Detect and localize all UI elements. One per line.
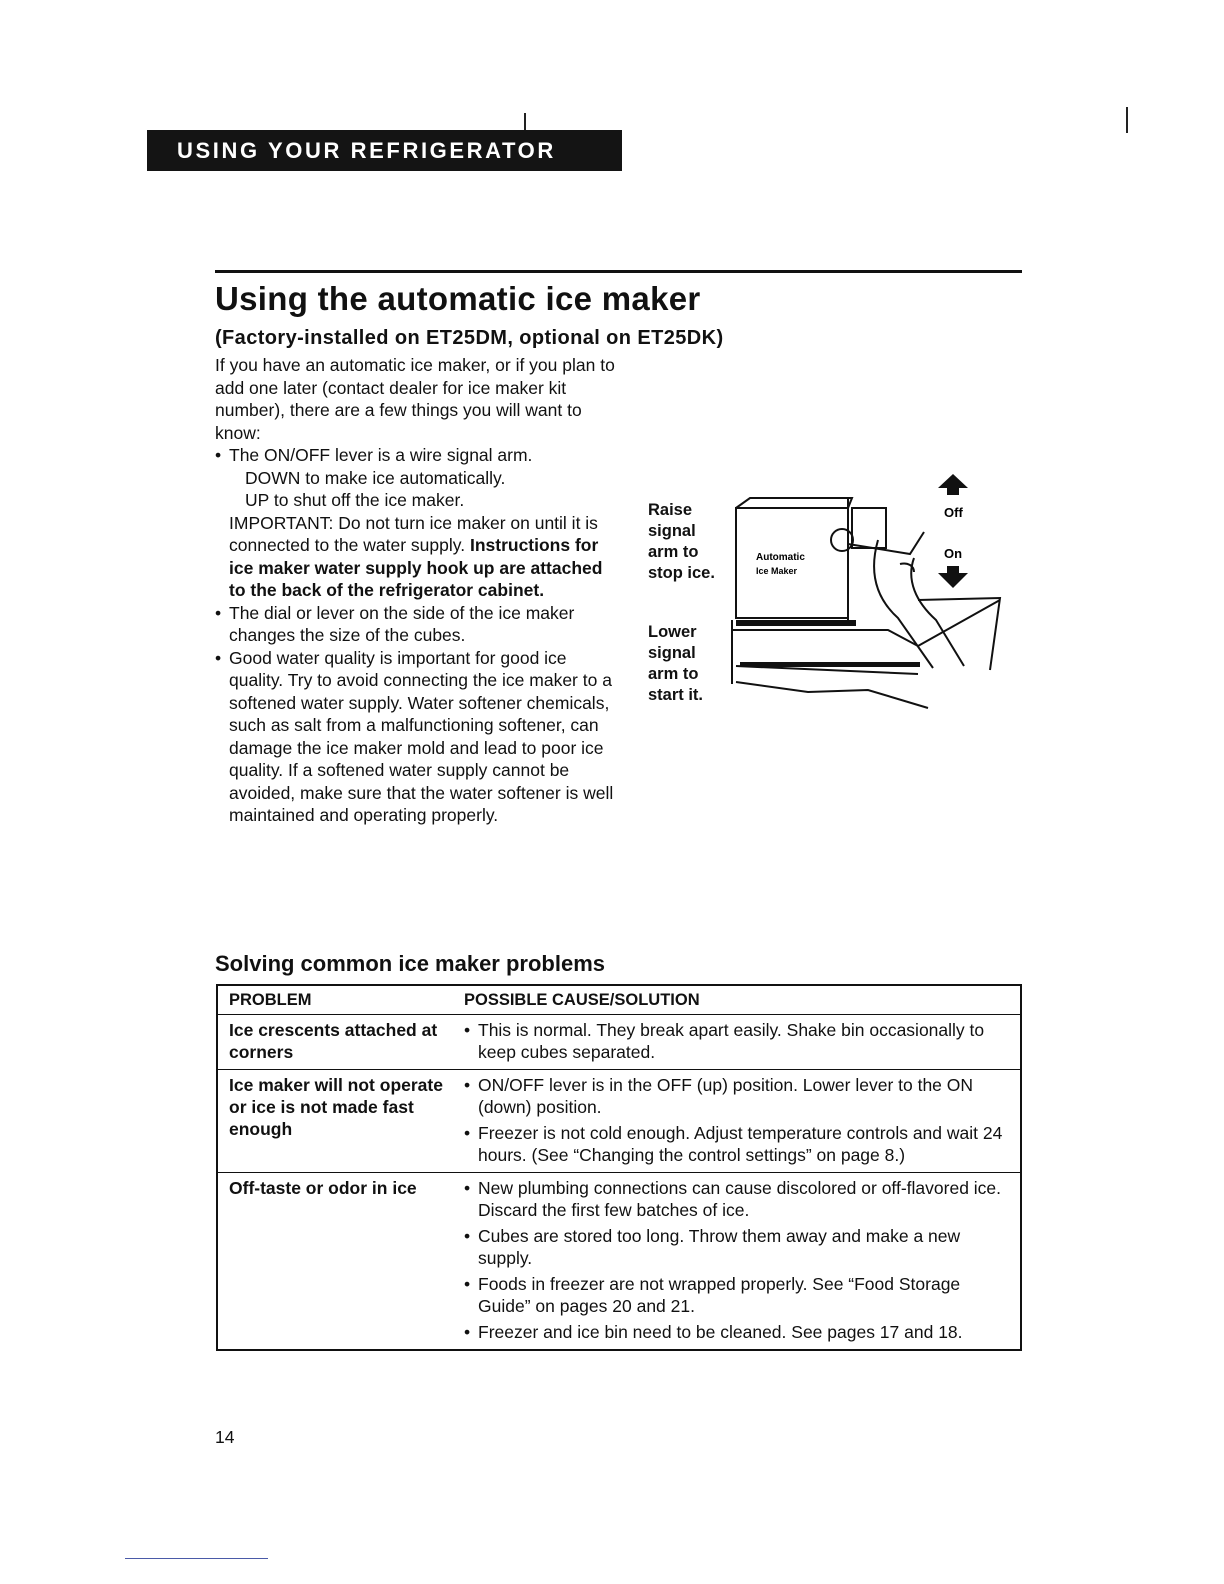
- lever-down-text: DOWN to make ice automatically.: [245, 467, 506, 488]
- solution-text: Freezer and ice bin need to be cleaned. See pages 17 and 18.: [478, 1322, 963, 1342]
- important-bold-text: Instructions for ice maker water supply hook up are attached to the back of the refrigerator cabinet.: [229, 535, 603, 600]
- ice-maker-unit: [736, 508, 848, 618]
- bullet-item: • The ON/OFF lever is a wire signal arm.: [215, 445, 533, 465]
- intro-column: [215, 354, 615, 827]
- solution-text: Freezer is not cold enough. Adjust temperature controls and wait 24 hours. (See “Changing the control settings” on page 8.): [478, 1123, 1003, 1165]
- page-subtitle: (Factory-installed on ET25DM, optional on ET25DK): [215, 327, 724, 349]
- solution-item: • New plumbing connections can cause discolored or off-flavored ice. Discard the first few batches of ice.: [464, 1178, 1002, 1220]
- solution-text: Foods in freezer are not wrapped properly. See “Food Storage Guide” on pages 20 and 21.: [478, 1274, 961, 1316]
- hand-arm: [874, 540, 933, 668]
- solution-text: New plumbing connections can cause discolored or off-flavored ice. Discard the first few batches of ice.: [478, 1178, 1002, 1220]
- label-off: Off: [944, 505, 963, 520]
- problems-heading: Solving common ice maker problems: [215, 951, 606, 976]
- bullet-text: The ON/OFF lever is a wire signal arm.: [229, 445, 533, 465]
- scan-mark: [524, 113, 526, 130]
- bullet-text: Good water quality is important for good ice quality. Try to avoid connecting the ice maker to a softened water supply. Water softener chemicals, such as salt from a malfunctioning softener, can damage the ice maker mold and lead to poor ice quality. If a softened water supply cannot be avoided, make sure that the water softener is well maintained and operating properly.: [229, 647, 614, 825]
- bullet-item: • The dial or lever on the side of the ice maker changes the size of the cubes.: [215, 602, 575, 645]
- table-header-row: [218, 986, 1020, 1014]
- footer-line: [125, 1558, 268, 1559]
- table-row: [218, 1172, 1020, 1349]
- solution-text: ON/OFF lever is in the OFF (up) position. Lower lever to the ON (down) position.: [478, 1075, 974, 1117]
- problem-cell: Off-taste or odor in ice: [229, 1178, 417, 1198]
- problem-cell: Ice maker will not operate or ice is not made fast enough: [229, 1075, 443, 1139]
- important-note: [215, 512, 615, 602]
- bullet-text: The dial or lever on the side of the ice maker changes the size of the cubes.: [229, 602, 575, 645]
- solution-item: • ON/OFF lever is in the OFF (up) position. Lower lever to the ON (down) position.: [464, 1075, 974, 1117]
- unit-label-line2: Ice Maker: [756, 566, 798, 576]
- solution-item: • This is normal. They break apart easily. Shake bin occasionally to keep cubes separated.: [464, 1020, 985, 1062]
- bullet-item: • Good water quality is important for good ice quality. Try to avoid connecting the ice maker to a softened water supply. Water softener chemicals, such as salt from a malfunctioning softener, can damage the ice maker mold and lead to poor ice quality. If a softened water supply cannot be avoided, make sure that the water softener is well maintained and operating properly.: [215, 647, 614, 825]
- raise-caption: Raise signal arm to stop ice.: [648, 501, 715, 582]
- solution-cell: [464, 1173, 1020, 1349]
- table-row: [218, 1014, 1020, 1069]
- lever-up-text: UP to shut off the ice maker.: [245, 490, 465, 510]
- solution-text: This is normal. They break apart easily. Shake bin occasionally to keep cubes separated.: [478, 1020, 985, 1062]
- lower-caption: Lower signal arm to start it.: [648, 623, 704, 704]
- column-header-solution: POSSIBLE CAUSE/SOLUTION: [464, 991, 700, 1009]
- label-on: On: [944, 546, 963, 561]
- arrow-down-icon: [938, 573, 968, 588]
- solution-text: Cubes are stored too long. Throw them away and make a new supply.: [478, 1226, 961, 1268]
- section-banner: USING YOUR REFRIGERATOR: [147, 130, 622, 171]
- table-row: [218, 1069, 1020, 1172]
- ice-maker-illustration: [728, 470, 1008, 715]
- ice-maker-side-panel: [852, 508, 886, 548]
- important-label: IMPORTANT:: [229, 512, 334, 533]
- solution-item: • Freezer and ice bin need to be cleaned. See pages 17 and 18.: [464, 1322, 963, 1342]
- page-title: Using the automatic ice maker: [215, 280, 701, 317]
- column-header-problem: PROBLEM: [229, 991, 312, 1009]
- arrow-up-icon: [938, 474, 968, 488]
- cube-size-dial: [831, 529, 853, 551]
- unit-label-line1: Automatic: [756, 552, 805, 563]
- title-rule: [215, 270, 1022, 273]
- page-number: 14: [215, 1427, 235, 1447]
- solution-cell: [464, 1070, 1020, 1172]
- important-text: Do not turn ice maker on until it is connected to the water supply.: [229, 512, 598, 555]
- intro-paragraph: If you have an automatic ice maker, or if you plan to add one later (contact dealer for ice maker kit number), there are a few things you will want to know:: [215, 355, 615, 443]
- problems-table: [216, 984, 1022, 1351]
- solution-cell: [464, 1015, 1020, 1069]
- solution-item: • Freezer is not cold enough. Adjust temperature controls and wait 24 hours. (See “Changing the control settings” on page 8.): [464, 1123, 1003, 1165]
- scan-mark: [1126, 107, 1128, 133]
- solution-item: • Cubes are stored too long. Throw them away and make a new supply.: [464, 1226, 961, 1268]
- problem-cell: Ice crescents attached at corners: [229, 1020, 438, 1062]
- solution-item: • Foods in freezer are not wrapped properly. See “Food Storage Guide” on pages 20 and 21.: [464, 1274, 961, 1316]
